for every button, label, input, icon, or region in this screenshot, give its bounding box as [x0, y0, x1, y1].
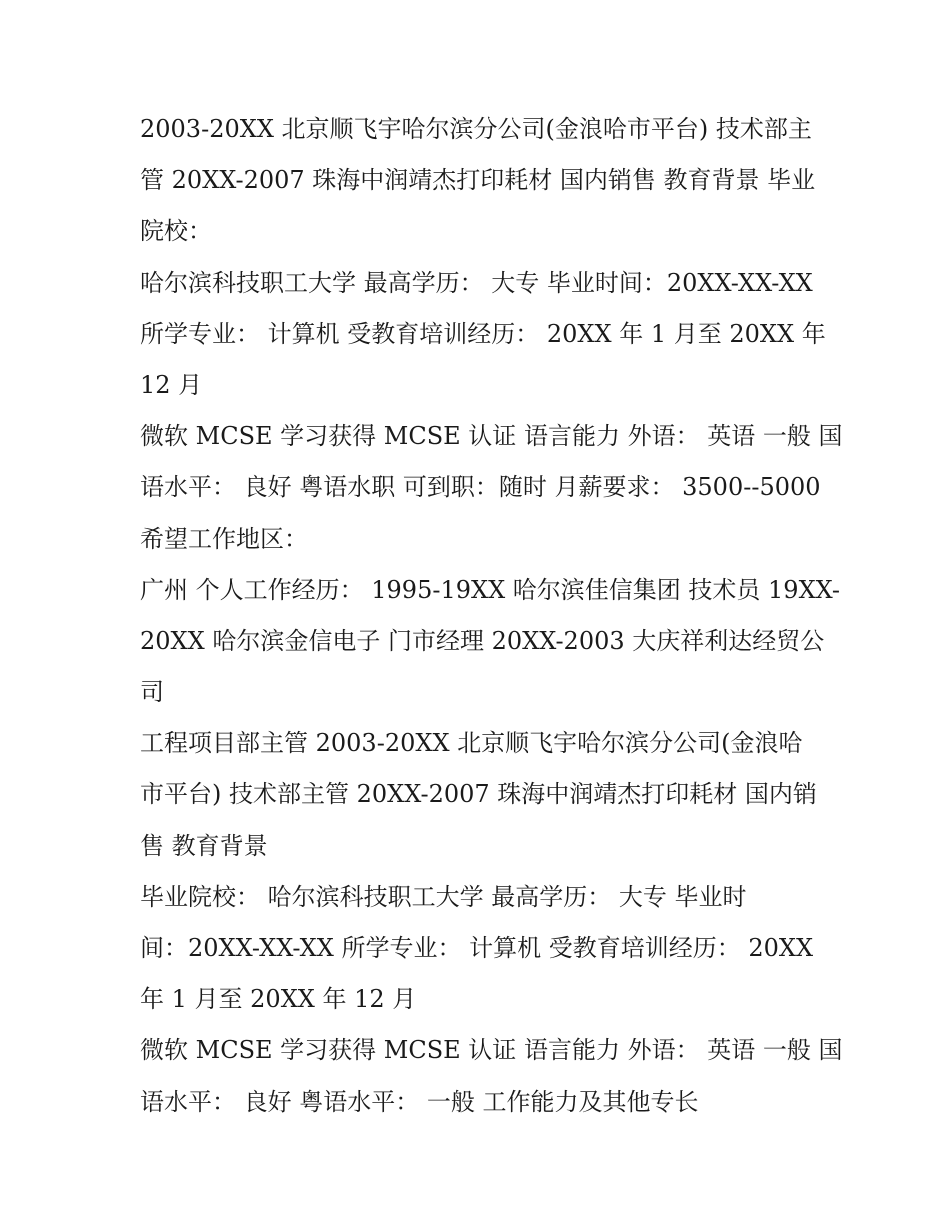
text-line: 12 月 [140, 370, 203, 399]
text-line: 所学专业： 计算机 受教育培训经历： 20XX 年 1 月至 20XX 年 [140, 319, 826, 348]
text-line: 院校： [140, 217, 212, 246]
text-line: 年 1 月至 20XX 年 12 月 [140, 985, 417, 1014]
text-line: 语水平： 良好 粤语水平： 一般 工作能力及其他专长 [140, 1087, 699, 1116]
text-line: 2003-20XX 北京顺飞宇哈尔滨分公司(金浪哈市平台) 技术部主 [140, 115, 812, 143]
text-line: 市平台) 技术部主管 20XX-2007 珠海中润靖杰打印耗材 国内销 [140, 780, 817, 809]
text-line: 20XX 哈尔滨金信电子 门市经理 20XX-2003 大庆祥利达经贸公 [140, 626, 825, 655]
text-line: 哈尔滨科技职工大学 最高学历： 大专 毕业时间：20XX-XX-XX [140, 268, 813, 297]
text-line: 广州 个人工作经历： 1995-19XX 哈尔滨佳信集团 技术员 19XX- [140, 575, 841, 604]
text-line: 售 教育背景 [140, 831, 268, 860]
text-line: 司 [140, 678, 164, 707]
text-line: 希望工作地区： [140, 524, 308, 553]
text-line: 语水平： 良好 粤语水职 可到职：随时 月薪要求： 3500--5000 [140, 473, 821, 502]
text-line: 间：20XX-XX-XX 所学专业： 计算机 受教育培训经历： 20XX [140, 934, 814, 962]
text-line: 管 20XX-2007 珠海中润靖杰打印耗材 国内销售 教育背景 毕业 [140, 166, 816, 195]
text-line: 毕业院校： 哈尔滨科技职工大学 最高学历： 大专 毕业时 [140, 882, 747, 911]
text-line: 工程项目部主管 2003-20XX 北京顺飞宇哈尔滨分公司(金浪哈 [140, 729, 803, 758]
text-line: 微软 MCSE 学习获得 MCSE 认证 语言能力 外语： 英语 一般 国 [140, 1036, 843, 1065]
text-line: 微软 MCSE 学习获得 MCSE 认证 语言能力 外语： 英语 一般 国 [140, 422, 843, 451]
document-body [140, 104, 843, 1128]
